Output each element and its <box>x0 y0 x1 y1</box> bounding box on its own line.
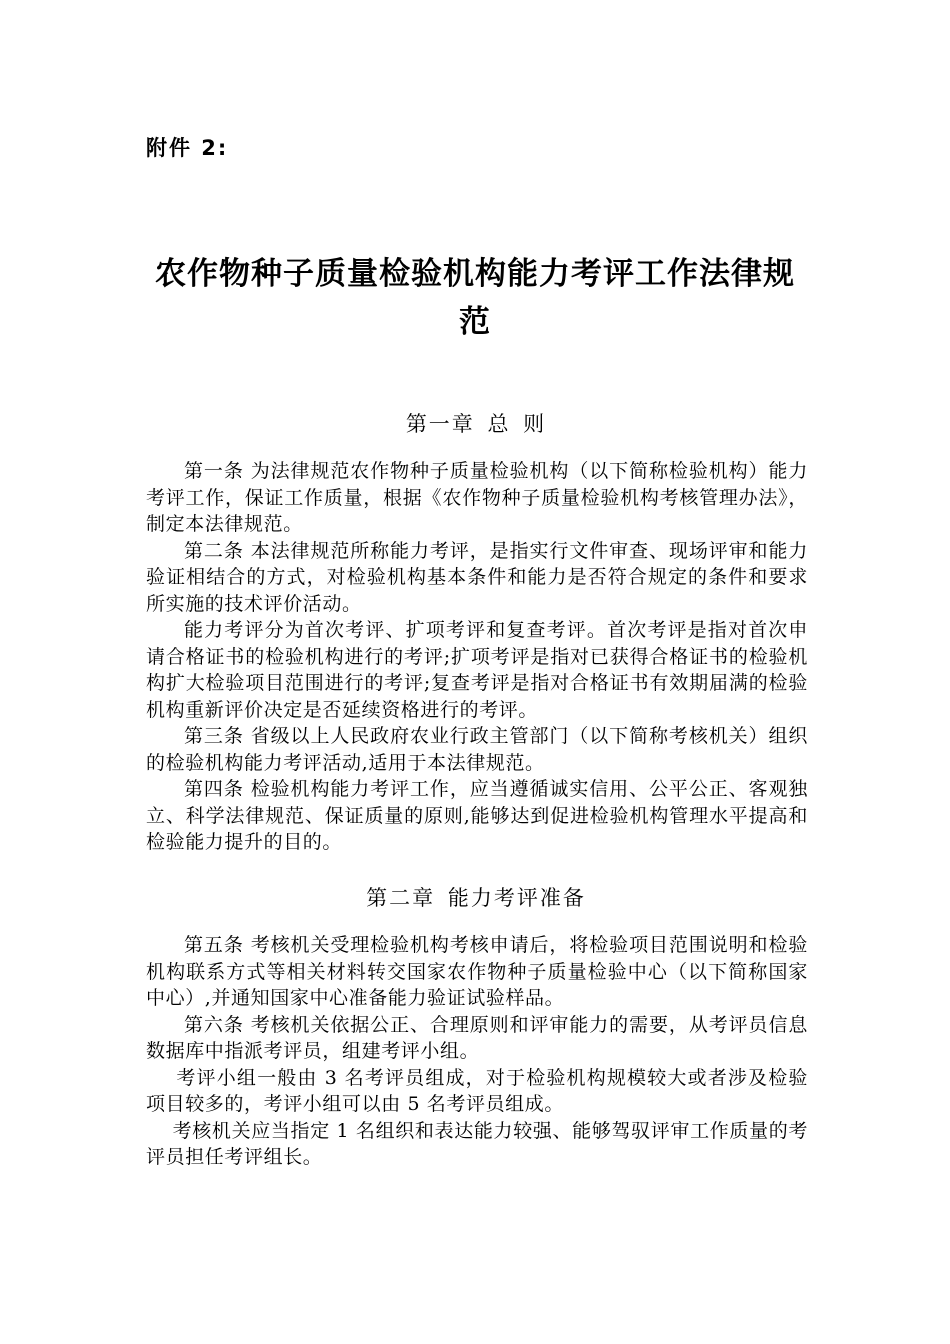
group-leader-paragraph: 考核机关应当指定 1 名组织和表达能力较强、能够驾驭评审工作质量的考评员担任考评组长。 <box>146 1119 808 1168</box>
chapter-2-body <box>146 932 808 1171</box>
article-3-paragraph: 第三条 省级以上人民政府农业行政主管部门（以下简称考核机关）组织的检验机构能力考评活动,适用于本法律规范。 <box>146 725 808 774</box>
chapter-2-heading: 第二章 能力考评准备 <box>366 886 586 910</box>
article-1-paragraph: 第一条 为法律规范农作物种子质量检验机构（以下简称检验机构）能力考评工作，保证工作质量，根据《农作物种子质量检验机构考核管理办法》，制定本法律规范。 <box>146 460 808 535</box>
article-4-paragraph: 第四条 检验机构能力考评工作，应当遵循诚实信用、公平公正、客观独立、科学法律规范、保证质量的原则,能够达到促进检验机构管理水平提高和检验能力提升的目的。 <box>146 778 808 853</box>
chapter-1-body <box>146 458 808 856</box>
page-title: 农作物种子质量检验机构能力考评工作法律规范 <box>155 256 795 340</box>
article-2-paragraph: 第二条 本法律规范所称能力考评，是指实行文件审查、现场评审和能力验证相结合的方式，对检验机构基本条件和能力是否符合规定的条件和要求所实施的技术评价活动。 <box>146 539 808 615</box>
group-size-paragraph: 考评小组一般由 3 名考评员组成，对于检验机构规模较大或者涉及检验项目较多的，考评小组可以由 5 名考评员组成。 <box>146 1066 808 1115</box>
article-5-paragraph: 第五条 考核机关受理检验机构考核申请后，将检验项目范围说明和检验机构联系方式等相关材料转交国家农作物种子质量检验中心（以下简称国家中心）,并通知国家中心准备能力验证试验样品。 <box>146 934 808 1009</box>
attachment-label: 附件 2: <box>146 136 229 160</box>
chapter-1-heading: 第一章 总 则 <box>405 412 547 436</box>
evaluation-types-paragraph: 能力考评分为首次考评、扩项考评和复查考评。首次考评是指对首次申请合格证书的检验机构进行的考评;扩项考评是指对已获得合格证书的检验机构扩大检验项目范围进行的考评;复查考评是指对合格证书有效期届满的检验机构重新评价决定是否延续资格进行的考评。 <box>146 619 808 721</box>
article-6-paragraph: 第六条 考核机关依据公正、合理原则和评审能力的需要，从考评员信息数据库中指派考评员，组建考评小组。 <box>146 1013 808 1062</box>
